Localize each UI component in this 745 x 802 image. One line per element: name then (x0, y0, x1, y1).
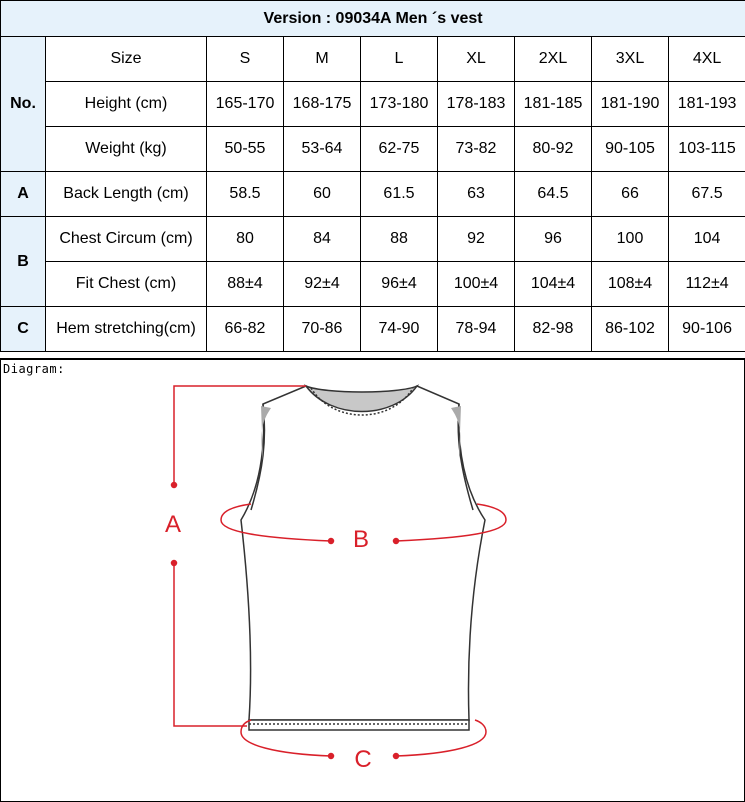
size-cell: L (361, 37, 438, 82)
value-cell: 108±4 (592, 262, 669, 307)
size-row (1, 37, 745, 82)
value-cell: 104±4 (515, 262, 592, 307)
value-cell: 88±4 (207, 262, 284, 307)
value-cell: 90-106 (669, 307, 745, 352)
diagram-panel (0, 358, 745, 802)
value-cell: 80-92 (515, 127, 592, 172)
value-cell: 61.5 (361, 172, 438, 217)
value-cell: 84 (284, 217, 361, 262)
table-row (1, 172, 745, 217)
value-cell: 80 (207, 217, 284, 262)
value-cell: 50-55 (207, 127, 284, 172)
row-label: Back Length (cm) (46, 172, 207, 217)
value-cell: 181-185 (515, 82, 592, 127)
group-label-b: B (1, 217, 46, 307)
size-cell: 3XL (592, 37, 669, 82)
vest-outline-icon (241, 386, 485, 730)
value-cell: 78-94 (438, 307, 515, 352)
value-cell: 104 (669, 217, 745, 262)
group-label-c: C (1, 307, 46, 352)
marker-b: B (353, 526, 369, 553)
value-cell: 92±4 (284, 262, 361, 307)
value-cell: 82-98 (515, 307, 592, 352)
value-cell: 67.5 (669, 172, 745, 217)
value-cell: 88 (361, 217, 438, 262)
group-label-no: No. (1, 37, 46, 172)
value-cell: 181-190 (592, 82, 669, 127)
value-cell: 168-175 (284, 82, 361, 127)
value-cell: 64.5 (515, 172, 592, 217)
value-cell: 86-102 (592, 307, 669, 352)
value-cell: 96±4 (361, 262, 438, 307)
value-cell: 73-82 (438, 127, 515, 172)
row-label: Chest Circum (cm) (46, 217, 207, 262)
value-cell: 100 (592, 217, 669, 262)
vest-diagram (1, 360, 744, 801)
value-cell: 66-82 (207, 307, 284, 352)
value-cell: 70-86 (284, 307, 361, 352)
value-cell: 165-170 (207, 82, 284, 127)
marker-a: A (165, 511, 181, 538)
value-cell: 74-90 (361, 307, 438, 352)
size-cell: XL (438, 37, 515, 82)
value-cell: 178-183 (438, 82, 515, 127)
value-cell: 173-180 (361, 82, 438, 127)
value-cell: 58.5 (207, 172, 284, 217)
value-cell: 60 (284, 172, 361, 217)
size-cell: M (284, 37, 361, 82)
marker-c: C (354, 746, 371, 773)
size-cell: 4XL (669, 37, 745, 82)
size-cell: 2XL (515, 37, 592, 82)
group-label-a: A (1, 172, 46, 217)
row-label: Size (46, 37, 207, 82)
value-cell: 63 (438, 172, 515, 217)
value-cell: 90-105 (592, 127, 669, 172)
table-title: Version : 09034A Men ´s vest (1, 1, 745, 37)
value-cell: 100±4 (438, 262, 515, 307)
row-label: Fit Chest (cm) (46, 262, 207, 307)
table-row (1, 307, 745, 352)
value-cell: 112±4 (669, 262, 745, 307)
row-label: Hem stretching(cm) (46, 307, 207, 352)
table-row (1, 127, 745, 172)
value-cell: 66 (592, 172, 669, 217)
row-label: Height (cm) (46, 82, 207, 127)
value-cell: 62-75 (361, 127, 438, 172)
table-row (1, 262, 745, 307)
value-cell: 103-115 (669, 127, 745, 172)
size-cell: S (207, 37, 284, 82)
row-label: Weight (kg) (46, 127, 207, 172)
value-cell: 53-64 (284, 127, 361, 172)
value-cell: 96 (515, 217, 592, 262)
value-cell: 92 (438, 217, 515, 262)
table-row (1, 217, 745, 262)
diagram-caption: Diagram: (3, 362, 65, 376)
size-table (0, 0, 745, 352)
value-cell: 181-193 (669, 82, 745, 127)
title-row (1, 1, 745, 37)
table-row (1, 82, 745, 127)
